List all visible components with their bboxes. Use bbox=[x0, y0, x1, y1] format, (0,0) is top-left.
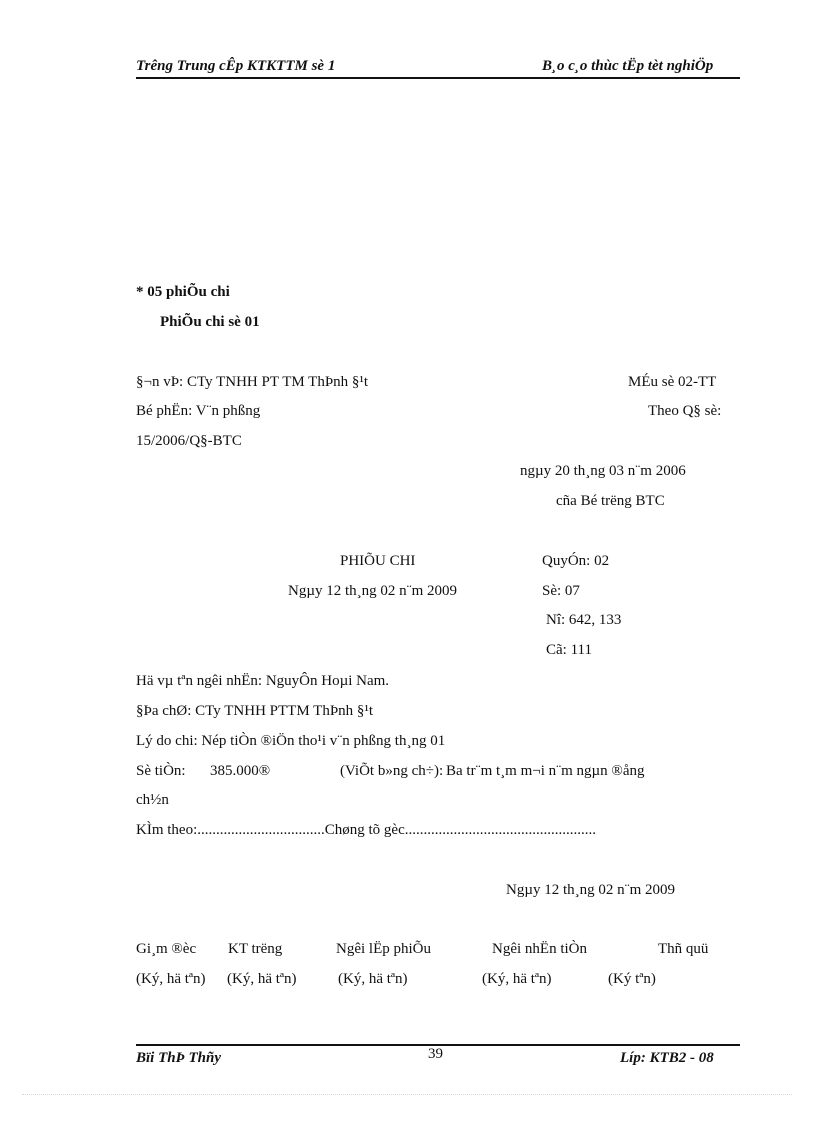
decision-issuer: cña Bé trëng BTC bbox=[556, 493, 665, 509]
signature-title-preparer: Ngêi lËp phiÕu bbox=[336, 941, 431, 957]
section-subheading: PhiÕu chi sè 01 bbox=[160, 314, 260, 330]
reason-line: Lý do chi: Nép tiÒn ®iÖn tho¹i v¨n phßng th¸ng 01 bbox=[136, 733, 446, 749]
decision-number: 15/2006/Q§-BTC bbox=[136, 433, 242, 449]
signature-note-director: (Ký, hä tªn) bbox=[136, 971, 206, 987]
voucher-date: Ngµy 12 th¸ng 02 n¨m 2009 bbox=[288, 583, 458, 599]
page-number: 39 bbox=[428, 1046, 443, 1062]
page-bottom-divider bbox=[22, 1094, 792, 1095]
recipient-line: Hä vµ tªn ngêi nhËn: NguyÔn Hoµi Nam. bbox=[136, 673, 390, 689]
org-department: Bé phËn: V¨n phßng bbox=[136, 403, 261, 419]
amount-words-label: (ViÕt b»ng ch÷): bbox=[340, 763, 444, 779]
sign-date: Ngµy 12 th¸ng 02 n¨m 2009 bbox=[506, 882, 676, 898]
amount-value: 385.000® bbox=[210, 763, 271, 779]
voucher-book: QuyÓn: 02 bbox=[542, 553, 610, 569]
signature-title-director: Gi¸m ®èc bbox=[136, 941, 197, 957]
voucher-credit: Cã: 111 bbox=[546, 642, 592, 658]
signature-note-receiver: (Ký, hä tªn) bbox=[482, 971, 552, 987]
signature-title-chief-accountant: KT trëng bbox=[228, 941, 283, 957]
voucher-debit: Nî: 642, 133 bbox=[546, 612, 622, 628]
voucher-title: PHIÕU CHI bbox=[340, 553, 416, 569]
amount-label: Sè tiÒn: bbox=[136, 763, 186, 779]
voucher-number: Sè: 07 bbox=[542, 583, 580, 599]
signature-title-receiver: Ngêi nhËn tiÒn bbox=[492, 941, 587, 957]
attached-line: KÌm theo:..................................Chøng tõ gèc................................................... bbox=[136, 822, 596, 838]
header-left: Trêng Trung cÊp KTKTTM sè 1 bbox=[136, 58, 336, 74]
amount-words-end: ch½n bbox=[136, 792, 169, 808]
footer-right: Líp: KTB2 - 08 bbox=[620, 1050, 714, 1066]
signature-title-cashier: Thñ quü bbox=[658, 941, 709, 957]
header-right: B¸o c¸o thùc tËp tèt nghiÖp bbox=[542, 58, 714, 74]
signature-note-cashier: (Ký tªn) bbox=[608, 971, 656, 987]
section-heading: * 05 phiÕu chi bbox=[136, 284, 230, 300]
header-rule bbox=[136, 77, 740, 79]
org-unit: §¬n vÞ: CTy TNHH PT TM ThÞnh §¹t bbox=[136, 374, 369, 390]
footer-left: Bïi ThÞ Thñy bbox=[136, 1050, 222, 1066]
signature-note-preparer: (Ký, hä tªn) bbox=[338, 971, 408, 987]
signature-note-chief-accountant: (Ký, hä tªn) bbox=[227, 971, 297, 987]
decision-date: ngµy 20 th¸ng 03 n¨m 2006 bbox=[520, 463, 686, 479]
address-line: §Þa chØ: CTy TNHH PTTM ThÞnh §¹t bbox=[136, 703, 374, 719]
form-number: MÉu sè 02-TT bbox=[628, 374, 717, 390]
amount-words: Ba tr¨m t¸m m¬i n¨m ngµn ®ång bbox=[446, 763, 645, 779]
decision-label: Theo Q§ sè: bbox=[648, 403, 722, 419]
